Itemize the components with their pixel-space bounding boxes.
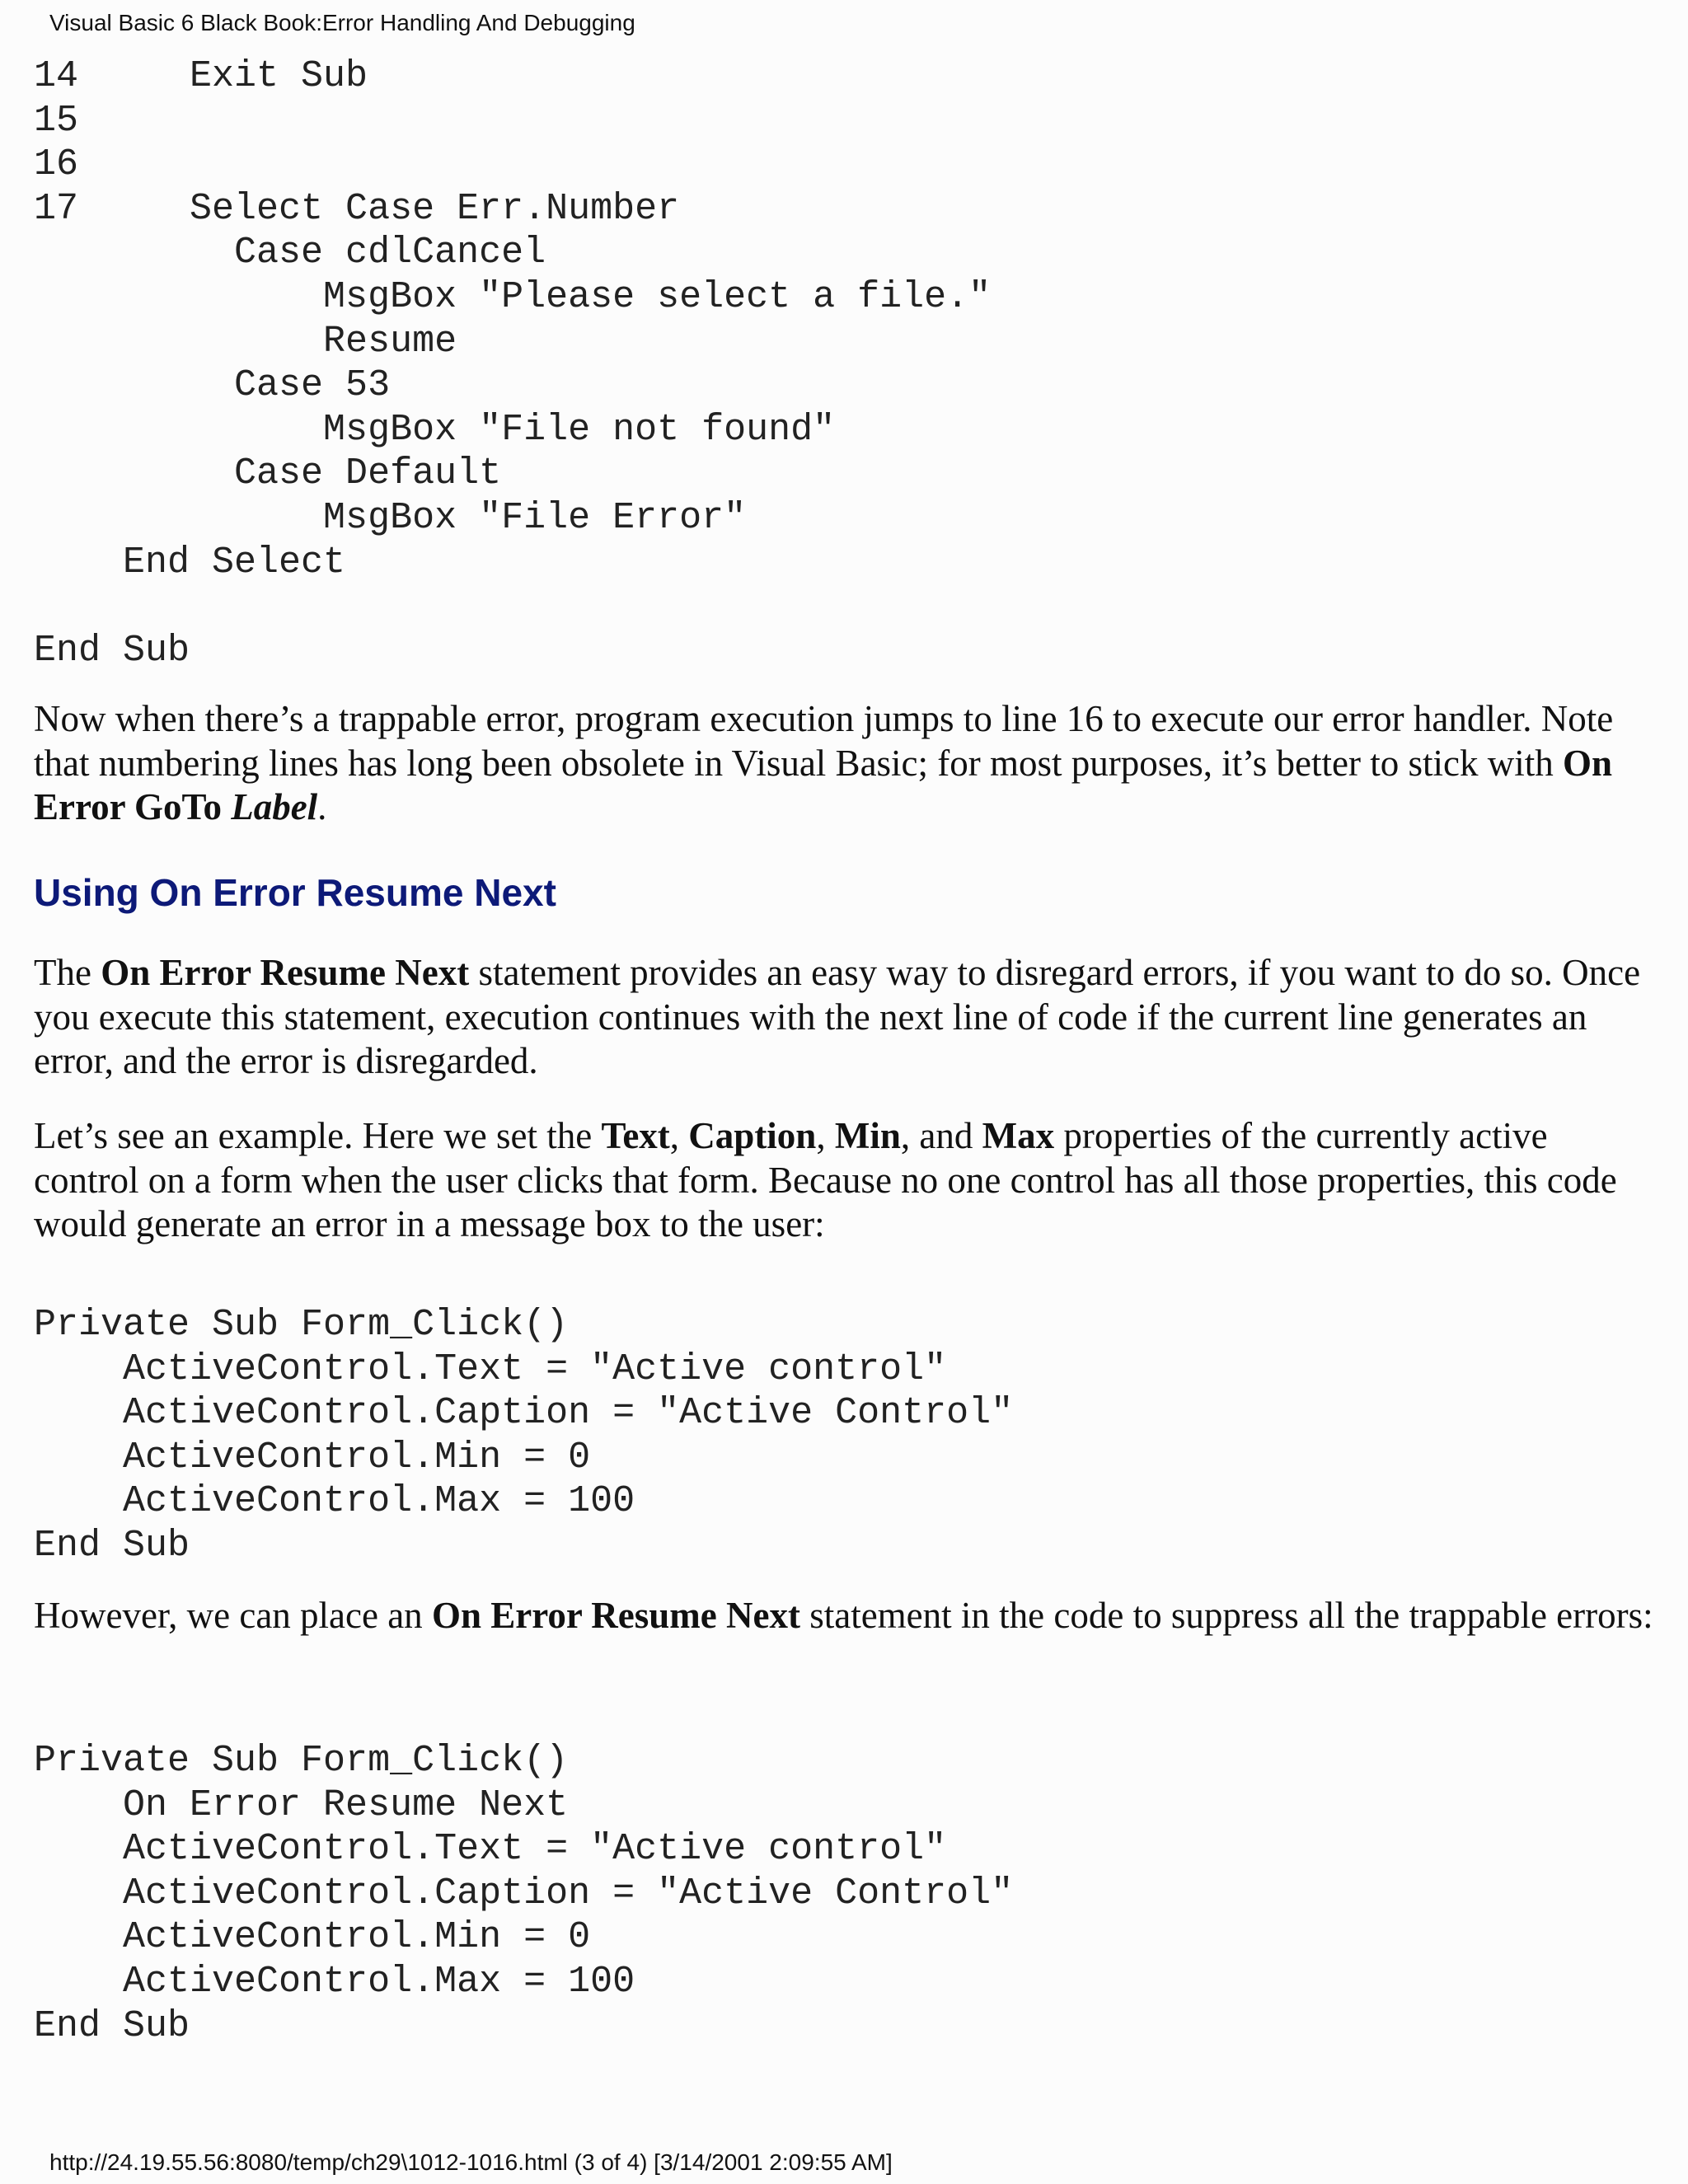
code-line: ActiveControl.Max = 100 bbox=[34, 1960, 635, 2003]
code-line: MsgBox "Please select a file." bbox=[34, 275, 992, 318]
code-line: End Sub bbox=[34, 629, 190, 672]
code-line: On Error Resume Next bbox=[34, 1783, 569, 1826]
code-block-form-click-resume-next bbox=[34, 1739, 1013, 2048]
page-footer: http://24.19.55.56:8080/temp/ch29\1012-1016.html (3 of 4) [3/14/2001 2:09:55 AM] bbox=[49, 2149, 893, 2175]
paragraph-suppress-errors: However, we can place an On Error Resume Next statement in the code to suppress all the trappable errors: bbox=[34, 1595, 1653, 1636]
code-line: ActiveControl.Text = "Active control" bbox=[34, 1347, 947, 1390]
code-line: 14 Exit Sub bbox=[34, 55, 368, 97]
code-line: ActiveControl.Caption = "Active Control" bbox=[34, 1872, 1014, 1915]
code-block-error-handler bbox=[34, 54, 991, 673]
code-line: End Sub bbox=[34, 2004, 190, 2047]
code-line: Case 53 bbox=[34, 364, 391, 407]
section-heading: Using On Error Resume Next bbox=[34, 871, 556, 914]
code-block-form-click bbox=[34, 1303, 1013, 1568]
code-line: ActiveControl.Text = "Active control" bbox=[34, 1828, 947, 1871]
paragraph-resume-next-intro: The On Error Resume Next statement provides an easy way to disregard errors, if you want to do so. Once you execute this statement, execution continues with the next line of code if the current line generates an error, and the error is disregarded. bbox=[34, 952, 1641, 1081]
code-line: 17 Select Case Err.Number bbox=[34, 187, 680, 230]
paragraph-line-numbering: Now when there’s a trappable error, program execution jumps to line 16 to execute our error handler. Note that numbering lines has long been obsolete in Visual Basic; for most purposes, it’s better to stick with On Error GoTo Label. bbox=[34, 698, 1614, 827]
code-line: Case Default bbox=[34, 452, 502, 495]
code-line: 16 bbox=[34, 143, 79, 186]
code-line: End Select bbox=[34, 541, 346, 583]
page-header: Visual Basic 6 Black Book:Error Handling And Debugging bbox=[49, 10, 635, 35]
code-line: ActiveControl.Caption = "Active Control" bbox=[34, 1392, 1014, 1435]
code-line: MsgBox "File Error" bbox=[34, 496, 747, 539]
paragraph-example: Let’s see an example. Here we set the Text, Caption, Min, and Max properties of the currently active control on a form when the user clicks that form. Because no one control has all those properties, this code would generate an error in a message box to the user: bbox=[34, 1115, 1617, 1244]
code-line: ActiveControl.Max = 100 bbox=[34, 1480, 635, 1523]
code-line: End Sub bbox=[34, 1524, 190, 1567]
code-line: Private Sub Form_Click() bbox=[34, 1740, 569, 1782]
code-line: MsgBox "File not found" bbox=[34, 408, 836, 451]
code-line: Resume bbox=[34, 320, 457, 363]
code-line: 15 bbox=[34, 99, 79, 142]
code-line: ActiveControl.Min = 0 bbox=[34, 1436, 591, 1479]
code-line: Case cdlCancel bbox=[34, 232, 546, 274]
code-line: ActiveControl.Min = 0 bbox=[34, 1916, 591, 1959]
code-line: Private Sub Form_Click() bbox=[34, 1304, 569, 1346]
